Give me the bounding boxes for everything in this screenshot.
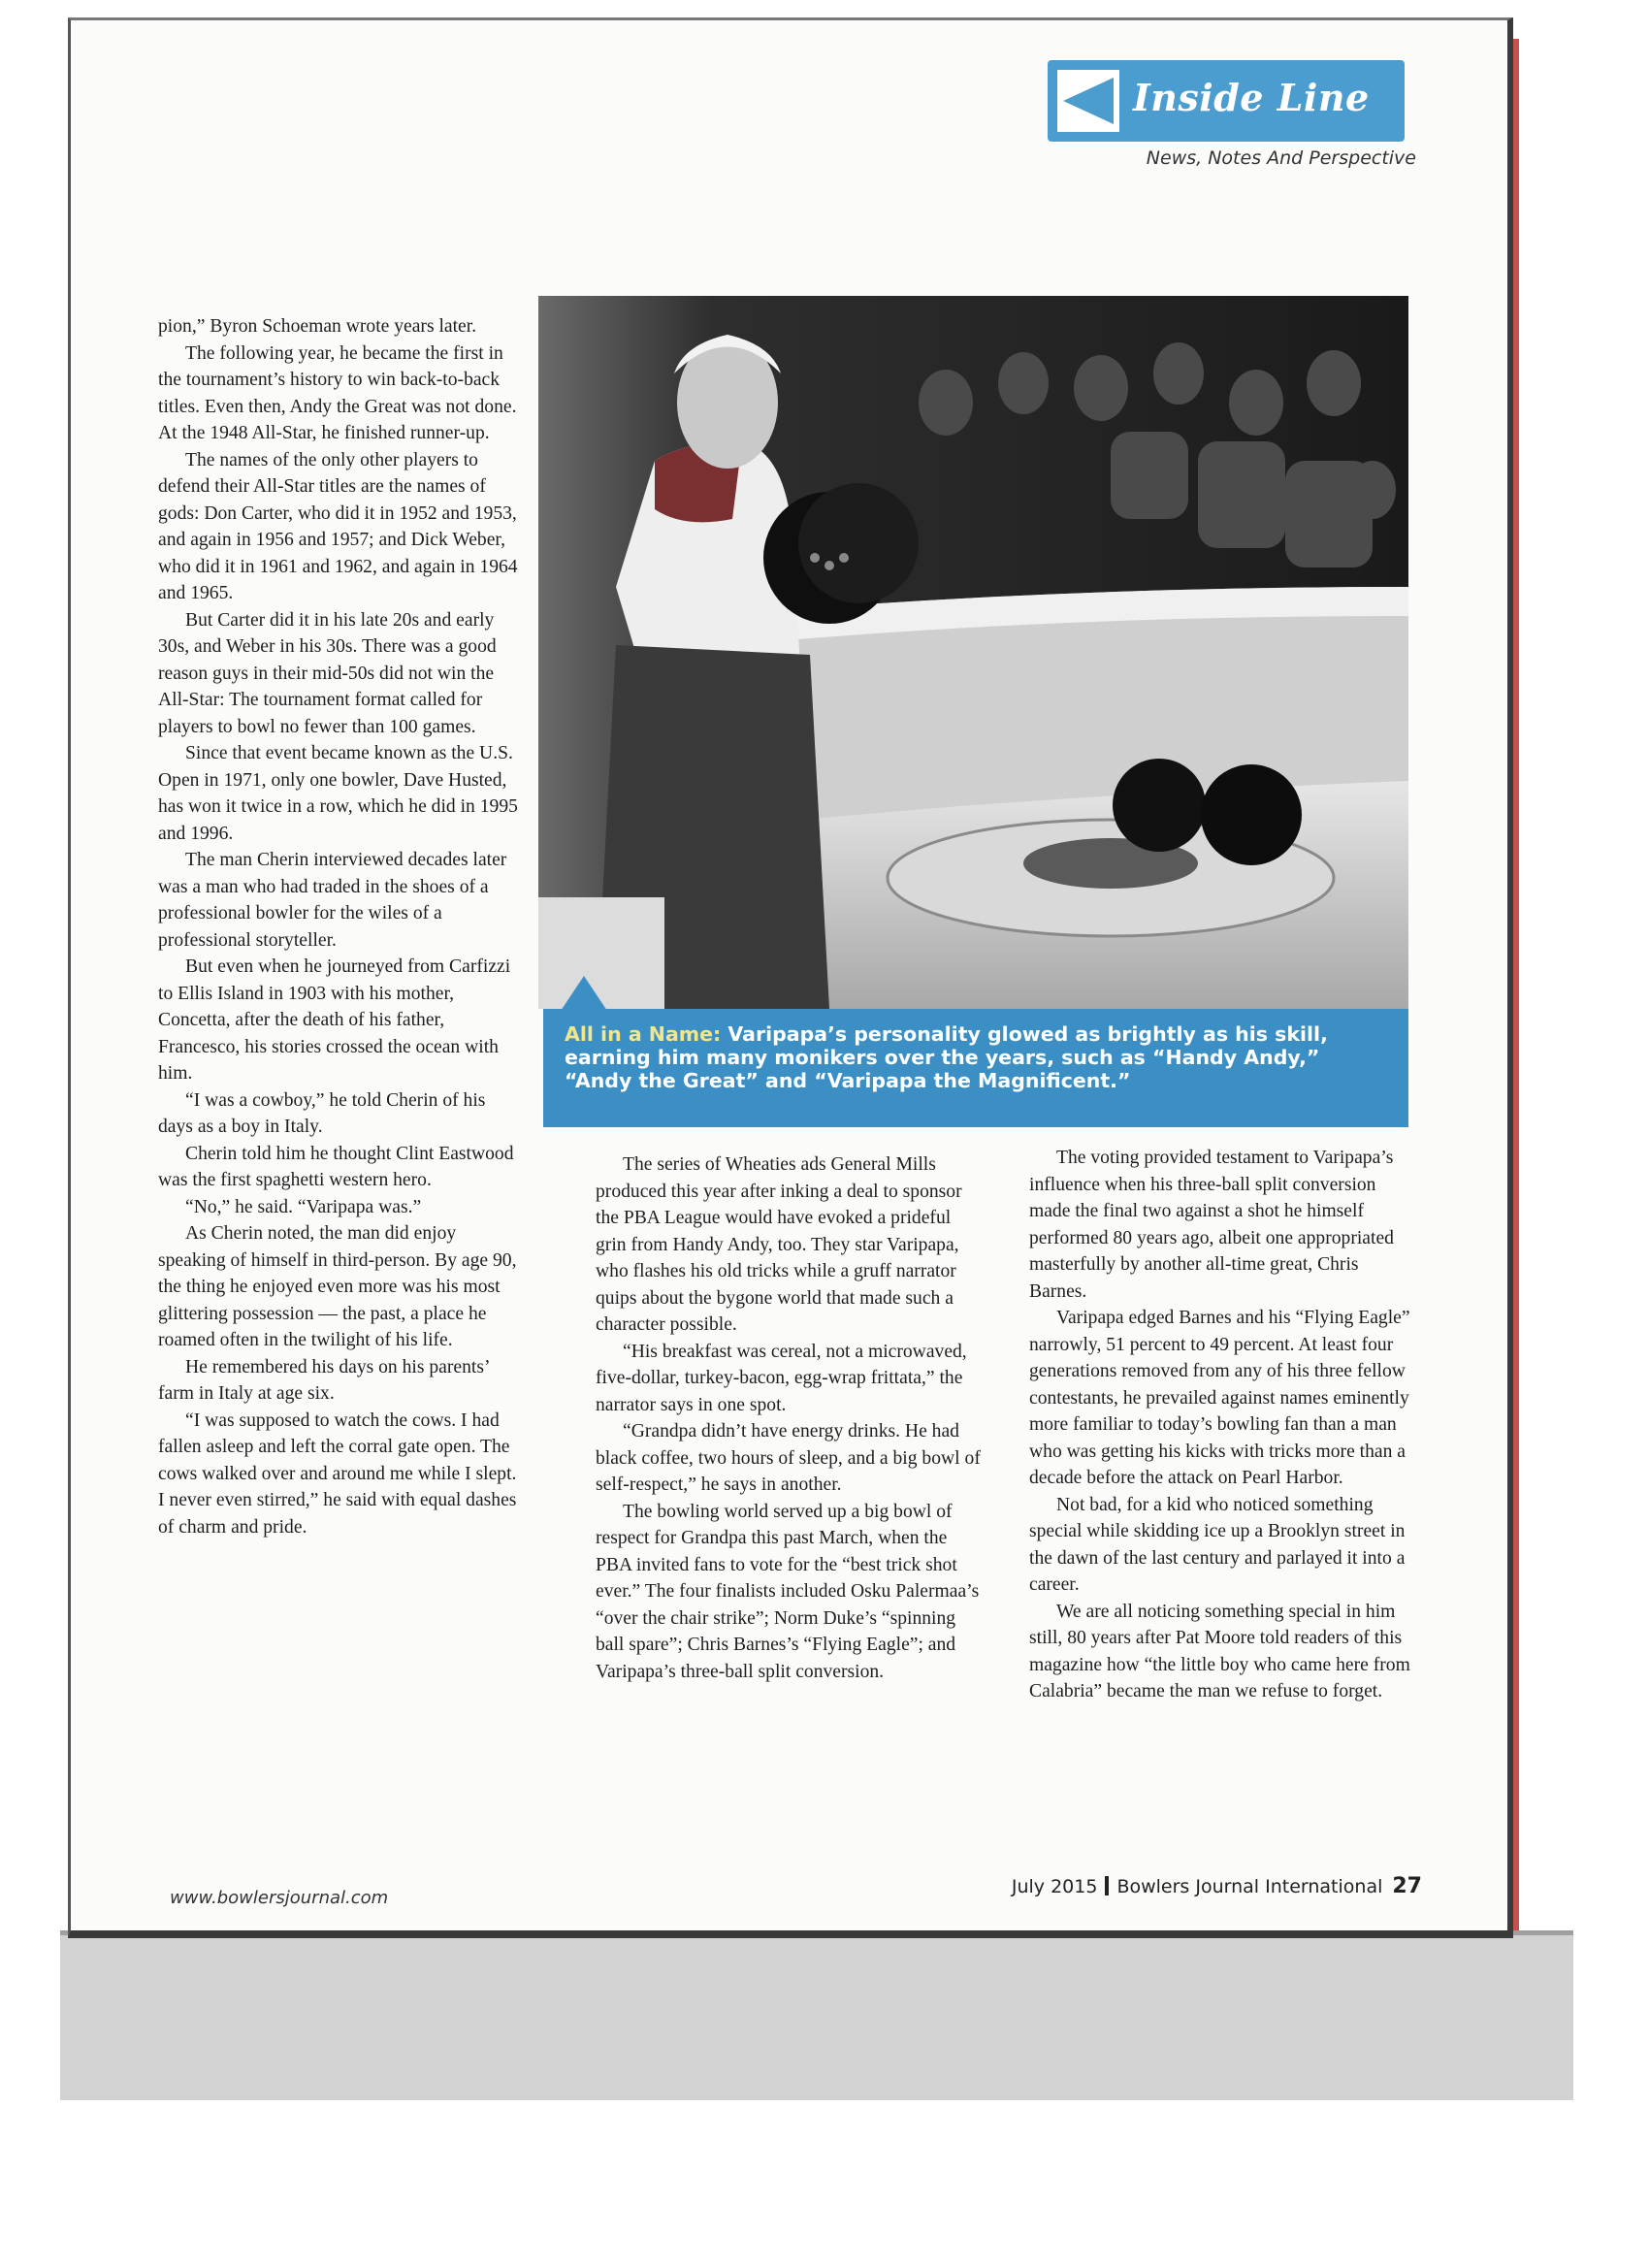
paragraph: But even when he journeyed from Carfizzi to Ellis Island in 1903 with his mother, Concetta, after the death of his father, Francesco, his stories crossed the ocean with him. xyxy=(158,956,511,1084)
caption-text: Varipapa’s personality glowed as brightly as his skill, earning him many monikers over the years, such as “Handy Andy,” “Andy the Great” and “Varipapa the Magnificent.” xyxy=(565,1022,1328,1092)
paragraph: “I was a cowboy,” he told Cherin of his days as a boy in Italy. xyxy=(158,1089,486,1137)
article-column-3 xyxy=(1029,1145,1417,1705)
caption-pointer xyxy=(561,976,607,1011)
paragraph: He remembered his days on his parents’ farm in Italy at age six. xyxy=(158,1356,490,1404)
article-column-2 xyxy=(596,1151,984,1685)
paragraph: “I was supposed to watch the cows. I had fallen asleep and left the corral gate open. The cows walked over and around me while I slept. I never even stirred,” he said with equal dashes of charm and pride. xyxy=(158,1409,517,1538)
footer-divider xyxy=(1105,1876,1109,1895)
paragraph: As Cherin noted, the man did enjoy speaking of himself in third-person. By age 90, the thing he enjoyed even more was his most glittering possession — the past, a place he roamed often in the twilight of his life. xyxy=(158,1223,517,1350)
section-tagline: News, Notes And Perspective xyxy=(1146,147,1416,169)
paragraph: The man Cherin interviewed decades later was a man who had traded in the shoes of a professional bowler for the wiles of a professional storyteller. xyxy=(158,850,507,951)
footer-info xyxy=(995,1874,1422,1898)
publication-name: Bowlers Journal International xyxy=(1116,1876,1383,1897)
page-number: 27 xyxy=(1392,1874,1422,1898)
issue-date: July 2015 xyxy=(1011,1876,1098,1897)
scanner-bed xyxy=(60,1935,1573,2100)
paragraph: The names of the only other players to defend their All-Star titles are the names of gods: Don Carter, who did it in 1952 and 1953, and again in 1956 and 1957; and Dick Weber, who did it in 1961 and 1962, and again in 1964 and 1965. xyxy=(158,449,518,603)
paragraph: The voting provided testament to Varipapa’s influence when his three-ball split conversion made the final two against a shot he himself performed 80 years ago, albeit one appropriated masterfully by another all-time great, Chris Barnes. xyxy=(1029,1148,1394,1302)
page-edge xyxy=(1513,39,1519,1930)
paragraph: pion,” Byron Schoeman wrote years later. xyxy=(158,316,477,337)
paragraph: The following year, he became the first in the tournament’s history to win back-to-back titles. Even then, Andy the Great was not done. At the 1948 All-Star, he finished runner-up. xyxy=(158,342,517,443)
triangle-arrow-icon xyxy=(1057,70,1119,132)
paragraph: But Carter did it in his late 20s and early 30s, and Weber in his 30s. There was a good reason guys in their mid-50s did not win the All-Star: The tournament format called for players to bowl no fewer than 100 games. xyxy=(158,609,497,737)
photo-caption xyxy=(543,1009,1408,1127)
paragraph: Since that event became known as the U.S. Open in 1971, only one bowler, Dave Husted, has won it twice in a row, which he did in 1995 and 1996. xyxy=(158,743,518,844)
paragraph: “No,” he said. “Varipapa was.” xyxy=(185,1196,422,1217)
paragraph: “Grandpa didn’t have energy drinks. He had black coffee, two hours of sleep, and a big bowl of self-respect,” he says in another. xyxy=(596,1421,981,1495)
paragraph: Varipapa edged Barnes and his “Flying Eagle” narrowly, 51 percent to 49 percent. At least four generations removed from any of his three fellow contestants, he prevailed against names eminently more familiar to today’s bowling fan than a man who was getting his kicks with tricks more than a decade before the attack on Pearl Harbor. xyxy=(1029,1308,1410,1488)
paragraph: Not bad, for a kid who noticed something special while skidding ice up a Brooklyn street in the dawn of the last century and parlayed it into a career. xyxy=(1029,1494,1406,1595)
caption-lead: All in a Name: xyxy=(565,1022,722,1046)
article-column-1 xyxy=(158,313,519,1540)
paragraph: The series of Wheaties ads General Mills produced this year after inking a deal to sponsor the PBA League would have evoked a prideful grin from Handy Andy, too. They star Varipapa, who flashes his old tricks while a gruff narrator quips about the bygone world that made such a character possible. xyxy=(596,1154,962,1335)
section-title: Inside Line xyxy=(1133,76,1370,119)
bowler-photo xyxy=(538,296,1408,1009)
section-badge xyxy=(1048,60,1405,142)
paragraph: The bowling world served up a big bowl of respect for Grandpa this past March, when the PBA invited fans to vote for the “best trick shot ever.” The four finalists included Osku Palermaa’s “over the chair strike”; Norm Duke’s “spinning ball spare”; Chris Barnes’s “Flying Eagle”; and Varipapa’s three-ball split conversion. xyxy=(596,1501,980,1682)
paragraph: We are all noticing something special in him still, 80 years after Pat Moore told readers of this magazine how “the little boy who came here from Calabria” became the man we refuse to forget. xyxy=(1029,1601,1410,1701)
footer-url: www.bowlersjournal.com xyxy=(170,1888,389,1908)
paragraph: Cherin told him he thought Clint Eastwood was the first spaghetti western hero. xyxy=(158,1143,514,1190)
paragraph: “His breakfast was cereal, not a microwaved, five-dollar, turkey-bacon, egg-wrap frittata,” the narrator says in one spot. xyxy=(596,1341,967,1415)
